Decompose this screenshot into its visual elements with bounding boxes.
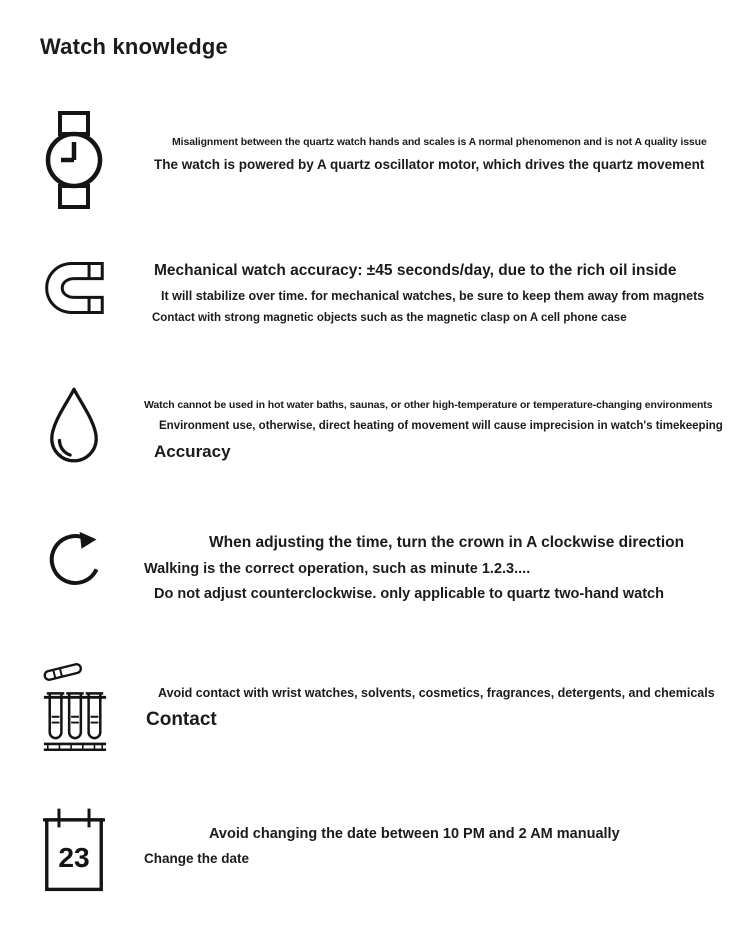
section-chemicals-text	[146, 658, 715, 740]
section-date-change	[0, 804, 750, 894]
page-title: Watch knowledge	[40, 34, 228, 59]
quartz-note-line: Misalignment between the quartz watch hands and scales is A normal phenomenon and is not A quality issue	[172, 136, 707, 148]
clockwise-arrow-icon	[40, 528, 108, 590]
quartz-main-line: The watch is powered by A quartz oscillator motor, which drives the quartz movement	[154, 156, 705, 172]
section-crown-text	[144, 528, 684, 611]
calendar-date-text: 23	[58, 840, 90, 873]
crown-main-line: When adjusting the time, turn the crown in A clockwise direction	[209, 534, 685, 552]
section-quartz-movement	[0, 110, 750, 210]
temperature-note-line: Watch cannot be used in hot water baths, saunas, or other high-temperature or temperature-changing environments	[144, 399, 713, 412]
section-date-text	[144, 804, 620, 876]
chemicals-heading: Contact	[146, 708, 217, 730]
magnet-icon	[40, 258, 108, 318]
magnet-note-line: It will stabilize over time. for mechanical watches, be sure to keep them away from magnets	[161, 288, 705, 303]
chemicals-note-line: Avoid contact with wrist watches, solvents, cosmetics, fragrances, detergents, and chemicals	[158, 685, 715, 700]
watch-knowledge-page	[0, 34, 750, 894]
section-magnetism	[0, 258, 750, 333]
calendar-icon	[40, 804, 108, 894]
section-temperature-text	[144, 385, 723, 470]
temperature-heading: Accuracy	[154, 441, 231, 461]
temperature-detail-line: Environment use, otherwise, direct heating of movement will cause imprecision in watch's timekeeping	[159, 419, 723, 432]
section-magnet-text	[144, 258, 704, 333]
section-chemicals	[0, 658, 750, 756]
crown-warning-line: Do not adjust counterclockwise. only applicable to quartz two-hand watch	[154, 586, 664, 603]
section-crown-adjustment	[0, 528, 750, 611]
date-main-line: Avoid changing the date between 10 PM and 2 AM manually	[209, 825, 620, 842]
water-drop-icon	[40, 385, 108, 467]
section-quartz-text	[144, 110, 707, 181]
crown-note-line: Walking is the correct operation, such as minute 1.2.3....	[144, 560, 531, 577]
section-temperature	[0, 385, 750, 470]
date-note-line: Change the date	[144, 850, 250, 866]
chemicals-icon	[40, 658, 110, 756]
wristwatch-icon	[40, 110, 108, 210]
magnet-detail-line: Contact with strong magnetic objects such as the magnetic clasp on A cell phone case	[152, 311, 627, 324]
magnet-main-line: Mechanical watch accuracy: ±45 seconds/day, due to the rich oil inside	[154, 262, 677, 279]
